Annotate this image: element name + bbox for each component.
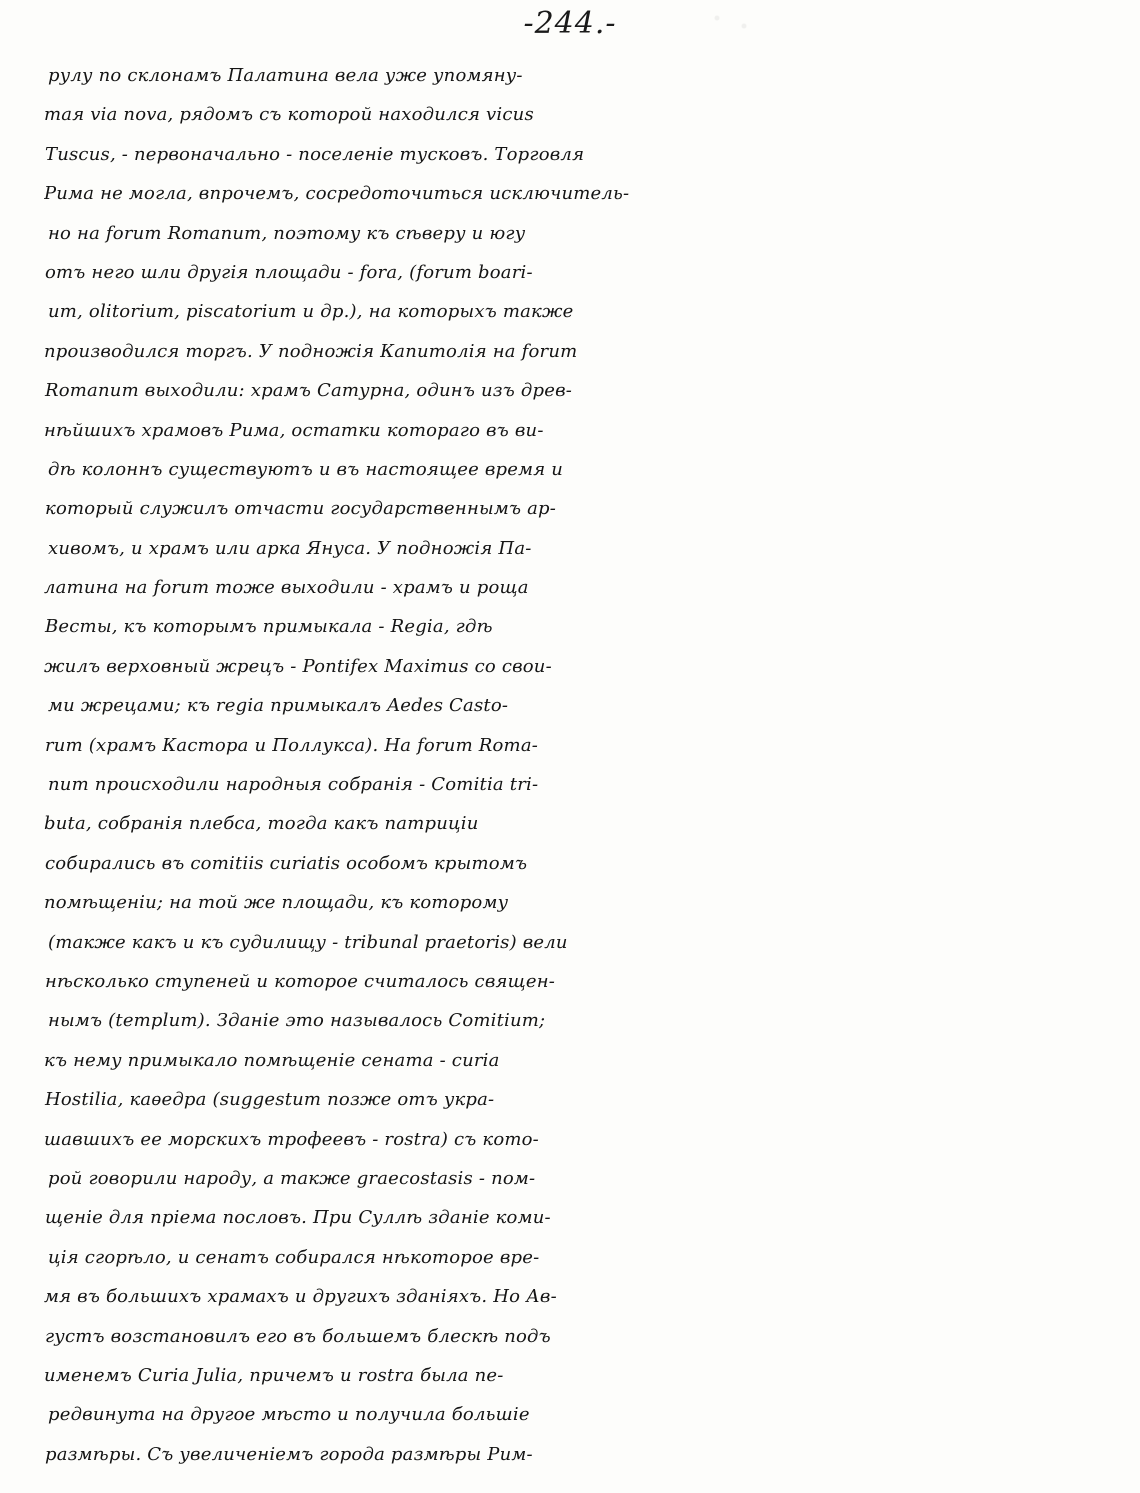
manuscript-line: но на forum Romanum, поэтому къ сѣверу и югу [48, 222, 526, 244]
manuscript-line: густъ возстановилъ его въ большемъ блескѣ подъ [45, 1325, 551, 1347]
manuscript-line: хивомъ, и храмъ или арка Януса. У подножія Па- [48, 537, 532, 559]
manuscript-line: нѣсколько ступеней и которое считалось священ- [45, 970, 556, 992]
manuscript-line: нѣйшихъ храмовъ Рима, остатки котораго въ ви- [44, 419, 544, 441]
manuscript-line: Рима не могла, впрочемъ, сосредоточиться исключитель- [44, 183, 630, 205]
manuscript-line: редвинута на другое мѣсто и получила большіе [48, 1404, 530, 1426]
manuscript-line: размѣры. Съ увеличеніемъ города размѣры Рим- [45, 1443, 533, 1465]
manuscript-line: buta, собранія плебса, тогда какъ патриціи [44, 813, 479, 835]
manuscript-line: Весты, къ которымъ примыкала - Regia, гдѣ [45, 616, 493, 638]
manuscript-line: собирались въ comitiis curiatis особомъ крытомъ [45, 852, 528, 874]
manuscript-line: um, olitorium, piscatorium и др.), на которыхъ также [48, 301, 574, 323]
manuscript-line: тая via nova, рядомъ съ которой находился vicus [44, 104, 534, 126]
manuscript-line: рой говорили народу, а также graecostasis - пом- [48, 1167, 536, 1189]
manuscript-line: щеніе для пріема пословъ. При Суллѣ зданіе коми- [45, 1207, 551, 1229]
manuscript-line: именемъ Curia Julia, причемъ и rostra была пе- [44, 1364, 504, 1386]
manuscript-line: помѣщеніи; на той же площади, къ которому [44, 892, 509, 914]
manuscript-line: Romanum выходили: храмъ Сатурна, одинъ изъ древ- [45, 380, 573, 402]
manuscript-line: (также какъ и къ судилищу - tribunal praetoris) вели [48, 931, 568, 953]
manuscript-line: отъ него шли другія площади - fora, (forum boari- [45, 261, 533, 283]
manuscript-line: нымъ (templum). Зданіе это называлось Comitium; [48, 1010, 546, 1032]
manuscript-line: ція сгорѣло, и сенатъ собирался нѣкоторое вре- [48, 1246, 540, 1268]
manuscript-line: жилъ верховный жрецъ - Pontifex Maximus со свои- [44, 655, 552, 677]
manuscript-line: мя въ большихъ храмахъ и другихъ зданіяхъ. Но Ав- [44, 1286, 557, 1308]
page-number: -244.- [523, 6, 617, 41]
manuscript-line: Hostilia, каѳедра (suggestum позже отъ укра- [45, 1089, 495, 1111]
manuscript-line: дѣ колоннъ существуютъ и въ настоящее время и [48, 458, 564, 480]
manuscript-line: rum (храмъ Кастора и Поллукса). На forum Roma- [45, 734, 539, 756]
manuscript-line: производился торгъ. У подножія Капитолія на forum [44, 340, 578, 362]
manuscript-line: Tuscus, - первоначально - поселеніе тусковъ. Торговля [45, 143, 585, 165]
handwritten-text-block [44, 56, 1114, 1474]
manuscript-line: который служилъ отчасти государственнымъ ар- [45, 498, 557, 520]
manuscript-line: рулу по склонамъ Палатина вела уже упомяну- [48, 65, 523, 86]
manuscript-line: num происходили народныя собранія - Comitia tri- [48, 774, 539, 796]
manuscript-line: шавшихъ ее морскихъ трофеевъ - rostra) съ кото- [44, 1128, 539, 1150]
manuscript-line: къ нему примыкало помѣщеніе сената - curia [44, 1049, 500, 1071]
manuscript-line: ми жрецами; къ regia примыкалъ Aedes Casto- [48, 695, 509, 717]
manuscript-line: латина на forum тоже выходили - храмъ и роща [44, 577, 529, 599]
